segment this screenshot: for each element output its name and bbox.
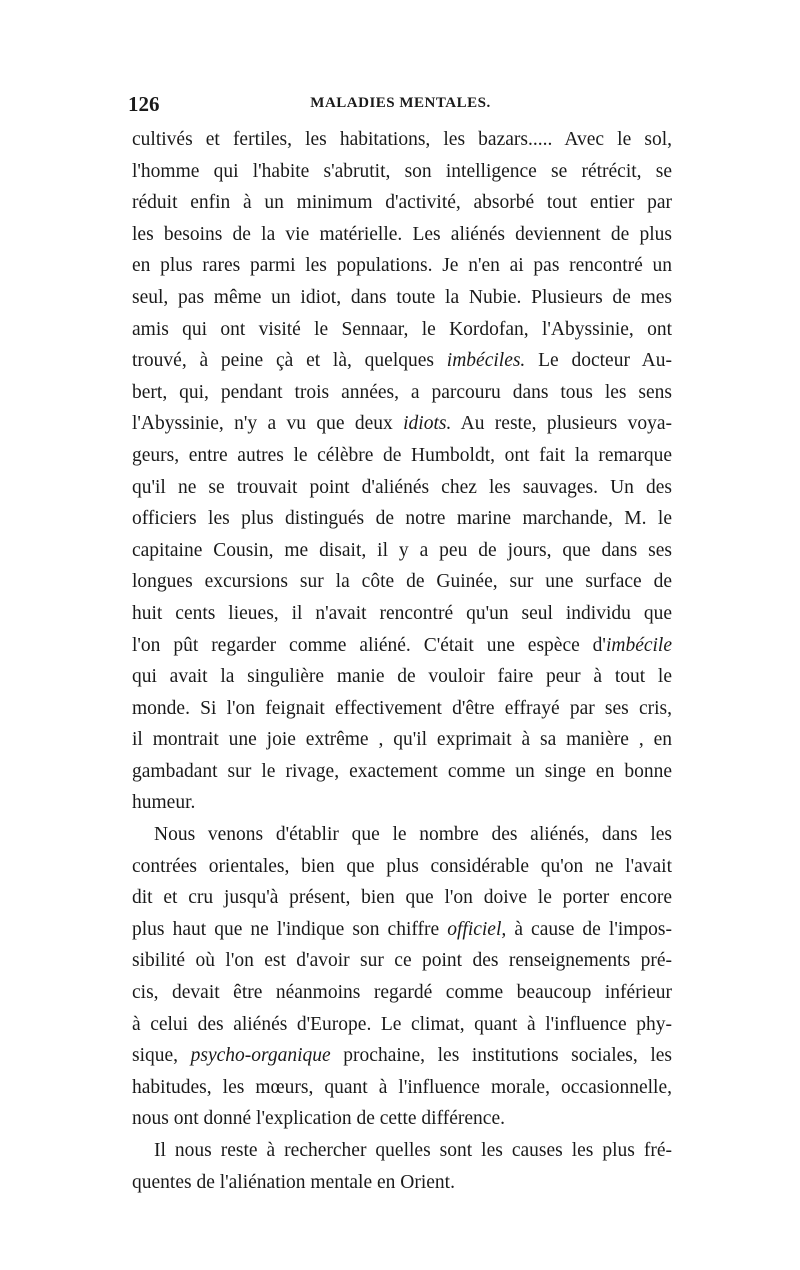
- text-segment: contrées orientales, bien que plus considérable qu'on ne l'avait: [132, 855, 672, 877]
- text-segment: cultivés et fertiles, les habitations, les bazars..... Avec le sol,: [132, 129, 672, 150]
- italic-term: imbéciles.: [446, 350, 526, 372]
- text-segment: plus haut que ne l'indique son chiffre: [132, 918, 448, 940]
- text-line: [132, 851, 672, 883]
- text-line: [132, 314, 672, 346]
- text-line: [132, 282, 672, 314]
- text-segment: les besoins de la vie matérielle. Les aliénés deviennent de plus: [132, 223, 672, 245]
- text-segment: sibilité où l'on est d'avoir sur ce point des renseignements pré-: [132, 950, 672, 972]
- text-line: [132, 156, 672, 188]
- text-line: [132, 1103, 672, 1135]
- italic-term: imbécile: [605, 634, 672, 656]
- text-segment: nous ont donné l'explication de cette différence.: [132, 1108, 505, 1130]
- text-segment: huit cents lieues, il n'avait rencontré qu'un seul individu que: [132, 602, 672, 624]
- text-segment: cis, devait être néanmoins regardé comme beaucoup inférieur: [132, 982, 672, 1004]
- running-head: [128, 92, 673, 122]
- text-line: [132, 724, 672, 756]
- italic-term: officiel,: [447, 918, 507, 940]
- text-line: [132, 1135, 672, 1167]
- text-line: [132, 882, 672, 914]
- text-line: [132, 819, 672, 851]
- text-segment: dit et cru jusqu'à présent, bien que l'on doive le porter encore: [132, 887, 672, 909]
- text-segment: Au reste, plusieurs voya-: [451, 413, 672, 435]
- text-segment: geurs, entre autres le célèbre de Humboldt, ont fait la remarque: [132, 444, 672, 466]
- text-segment: à celui des aliénés d'Europe. Le climat, quant à l'influence phy-: [132, 1013, 672, 1035]
- text-segment: seul, pas même un idiot, dans toute la Nubie. Plusieurs de mes: [132, 286, 672, 308]
- text-line: [132, 503, 672, 535]
- text-segment: amis qui ont visité le Sennaar, le Kordofan, l'Abyssinie, ont: [132, 318, 672, 340]
- text-segment: trouvé, à peine çà et là, quelques: [132, 350, 447, 372]
- text-line: [132, 124, 672, 156]
- text-segment: Nous venons d'établir que le nombre des aliénés, dans les: [154, 824, 672, 846]
- text-line: [132, 945, 672, 977]
- text-line: [132, 598, 672, 630]
- text-segment: l'homme qui l'habite s'abrutit, son intelligence se rétrécit, se: [132, 160, 672, 182]
- text-segment: longues excursions sur la côte de Guinée, sur une surface de: [132, 571, 672, 593]
- text-segment: monde. Si l'on feignait effectivement d'être effrayé par ses cris,: [132, 697, 672, 719]
- text-line: [132, 693, 672, 725]
- text-line: [132, 914, 672, 946]
- text-line: [132, 1167, 672, 1199]
- text-line: [132, 219, 672, 251]
- text-segment: il montrait une joie extrême , qu'il exprimait à sa manière , en: [132, 729, 672, 751]
- text-segment: en plus rares parmi les populations. Je n'en ai pas rencontré un: [132, 255, 672, 277]
- text-line: [132, 630, 672, 662]
- text-line: [132, 1040, 672, 1072]
- text-segment: prochaine, les institutions sociales, les: [330, 1045, 672, 1067]
- text-segment: Il nous reste à rechercher quelles sont les causes les plus fré-: [154, 1140, 672, 1161]
- text-line: [132, 661, 672, 693]
- text-line: [132, 187, 672, 219]
- text-segment: humeur.: [132, 792, 196, 814]
- text-segment: qu'il ne se trouvait point d'aliénés chez les sauvages. Un des: [132, 476, 672, 498]
- text-segment: sique,: [132, 1045, 191, 1067]
- text-line: [132, 756, 672, 788]
- text-segment: habitudes, les mœurs, quant à l'influence morale, occasionnelle,: [132, 1076, 672, 1098]
- text-line: [132, 345, 672, 377]
- running-title: MALADIES MENTALES.: [310, 95, 491, 111]
- text-line: [132, 1072, 672, 1104]
- text-segment: gambadant sur le rivage, exactement comme un singe en bonne: [132, 760, 672, 782]
- text-line: [132, 377, 672, 409]
- text-segment: officiers les plus distingués de notre marine marchande, M. le: [132, 508, 672, 530]
- text-segment: qui avait la singulière manie de vouloir faire peur à tout le: [132, 666, 672, 688]
- text-segment: à cause de l'impos-: [506, 918, 672, 940]
- text-line: [132, 440, 672, 472]
- text-segment: l'on pût regarder comme aliéné. C'était une espèce d': [132, 634, 606, 656]
- text-line: [132, 535, 672, 567]
- page-number: 126: [128, 92, 160, 116]
- text-segment: réduit enfin à un minimum d'activité, absorbé tout entier par: [132, 192, 672, 214]
- text-line: [132, 1009, 672, 1041]
- text-segment: bert, qui, pendant trois années, a parcouru dans tous les sens: [132, 381, 672, 403]
- italic-term: psycho-organique: [190, 1045, 331, 1067]
- text-segment: l'Abyssinie, n'y a vu que deux: [132, 413, 404, 435]
- text-line: [132, 472, 672, 504]
- text-segment: Le docteur Au-: [525, 350, 672, 372]
- text-segment: capitaine Cousin, me disait, il y a peu de jours, que dans ses: [132, 539, 672, 561]
- italic-term: idiots.: [403, 413, 452, 435]
- text-segment: quentes de l'aliénation mentale en Orient.: [132, 1171, 455, 1193]
- text-line: [132, 566, 672, 598]
- body-text: [132, 124, 672, 1198]
- text-line: [132, 977, 672, 1009]
- text-line: [132, 408, 672, 440]
- text-line: [132, 250, 672, 282]
- text-line: [132, 787, 672, 819]
